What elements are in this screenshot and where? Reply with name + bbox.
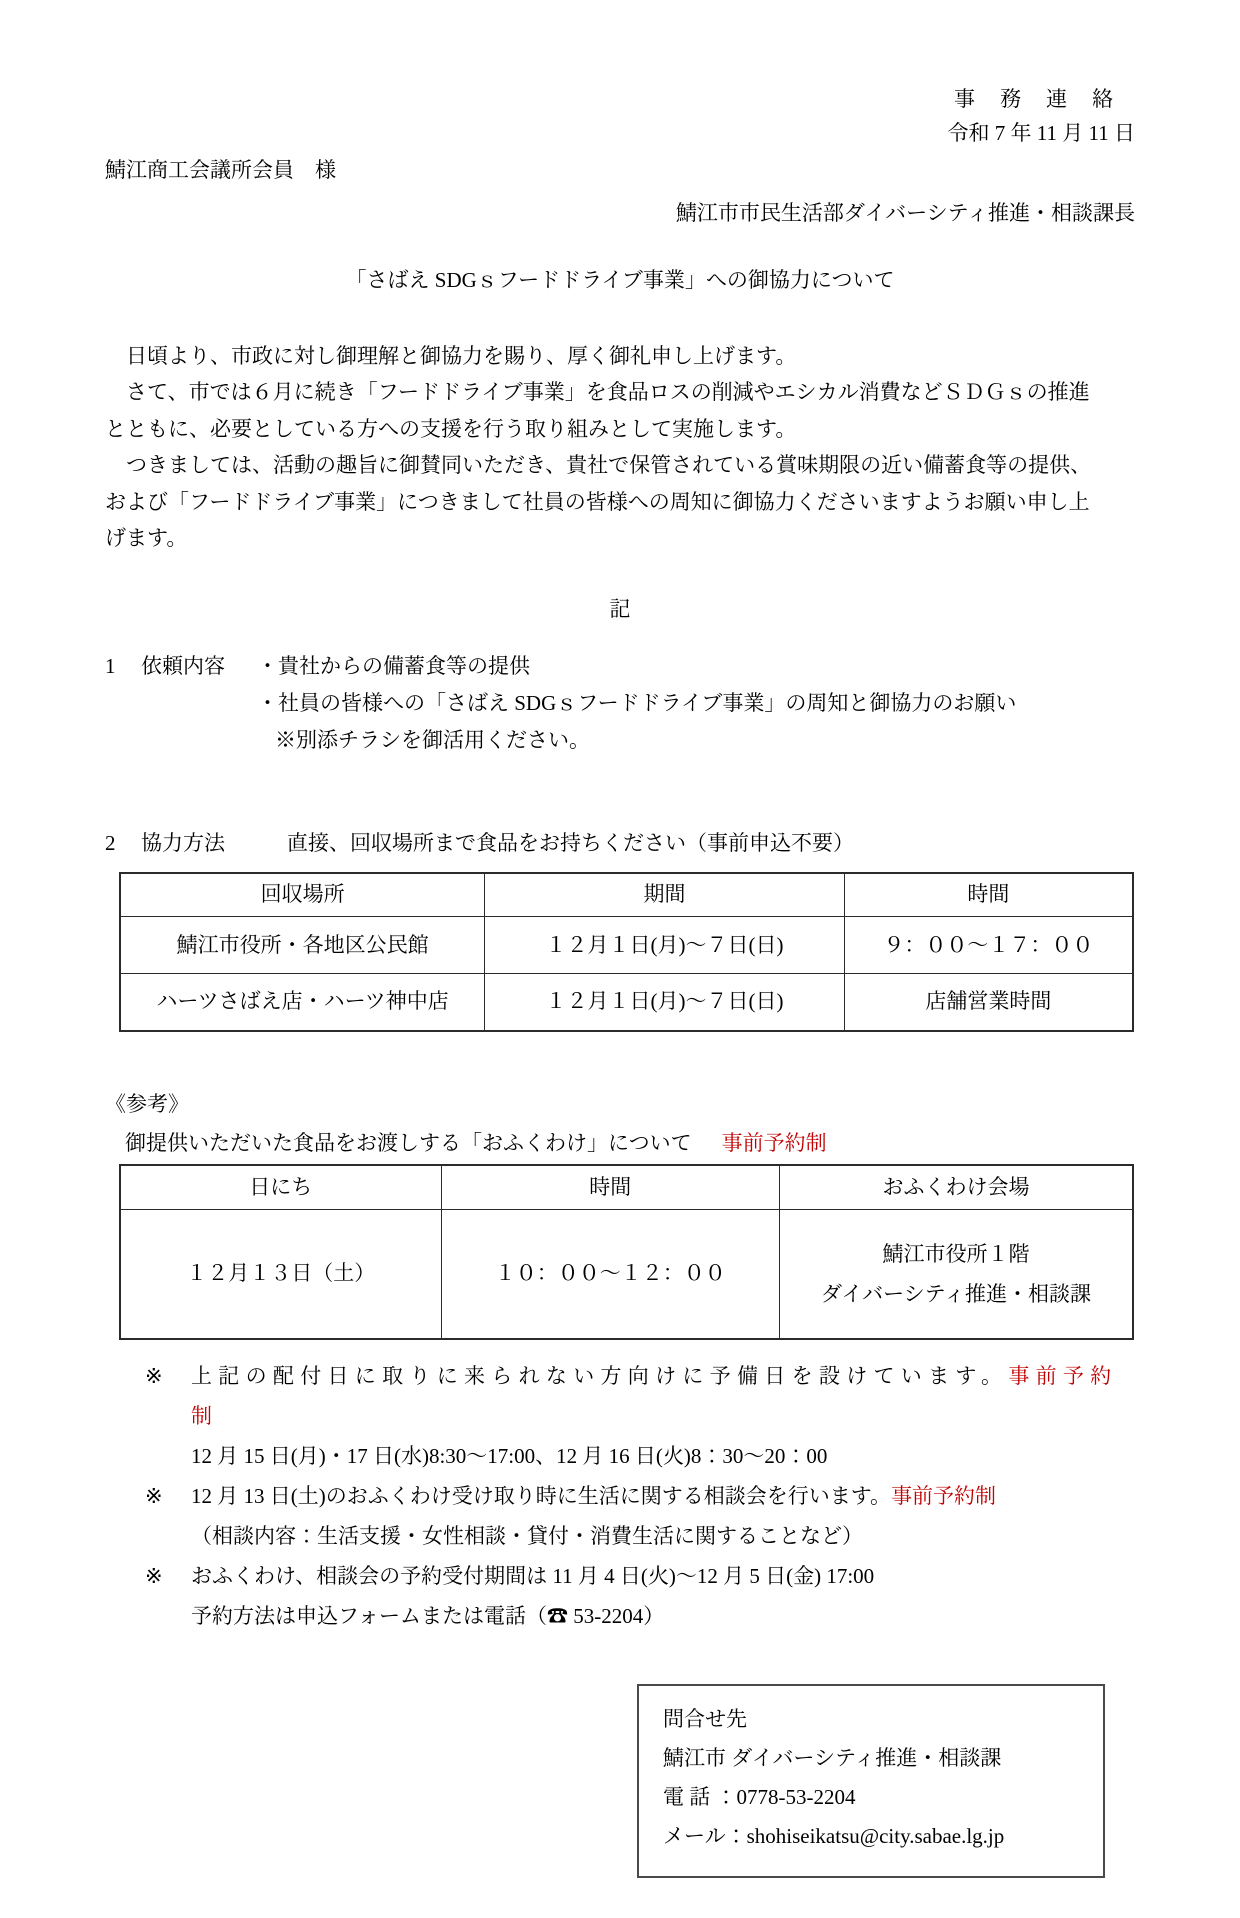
- body-line: げます。: [105, 526, 188, 551]
- sender-line: 鯖江市市民生活部ダイバーシティ推進・相談課長: [675, 201, 1135, 226]
- reference-heading: 《参考》: [105, 1091, 189, 1116]
- section-method-heading: [105, 825, 1135, 862]
- table-row: [120, 974, 1133, 1031]
- table-cell: １２月１日(月)～７日(日): [485, 917, 845, 974]
- doc-date: 令和 7 年 11 月 11 日: [947, 121, 1135, 145]
- note-subline: 予約方法は申込フォームまたは電話（☎ 53-2204）: [191, 1604, 665, 1629]
- table-cell: 鯖江市役所・各地区公民館: [120, 917, 485, 974]
- note-text: おふくわけ、相談会の予約受付期間は 11 月 4 日(火)～12 月 5 日(金) 17:00: [191, 1564, 875, 1589]
- contact-organization: 鯖江市 ダイバーシティ推進・相談課: [663, 1746, 1002, 1771]
- contact-phone: 電 話 ：0778-53-2204: [663, 1785, 856, 1810]
- section-request: [105, 648, 1135, 759]
- table-row: [120, 917, 1133, 974]
- table-header-cell: 日にち: [120, 1165, 441, 1209]
- table-header-cell: おふくわけ会場: [779, 1165, 1133, 1209]
- reference-lead: [125, 1131, 1135, 1156]
- note-subline: （相談内容：生活支援・女性相談・貸付・消費生活に関することなど）: [191, 1524, 863, 1549]
- table-header-row: [120, 873, 1133, 917]
- note-item: [145, 1476, 1135, 1516]
- table-cell: ハーツさばえ店・ハーツ神中店: [120, 974, 485, 1031]
- contact-email: メール：shohiseikatsu@city.sabae.lg.jp: [663, 1824, 1005, 1849]
- request-note: ※別添チラシを御活用ください。: [275, 727, 590, 752]
- table-header-cell: 期間: [485, 873, 845, 917]
- reservation-badge: 事前予約制: [891, 1484, 997, 1509]
- table-row: [120, 1209, 1133, 1339]
- table-cell-time: １０：００～１２：００: [441, 1209, 779, 1339]
- contact-box: [637, 1684, 1105, 1878]
- table-cell-venue: [779, 1209, 1133, 1339]
- section-label: 依頼内容: [141, 653, 225, 678]
- section-method: [105, 825, 1135, 1032]
- table-cell-date: １２月１３日（土）: [120, 1209, 441, 1339]
- document-header: [105, 82, 1135, 150]
- table-header-cell: 時間: [441, 1165, 779, 1209]
- table-header-row: [120, 1165, 1133, 1209]
- recipient-line: 鯖江商工会議所会員 様: [105, 158, 336, 182]
- note-text: 12 月 13 日(土)のおふくわけ受け取り時に生活に関する相談会を行います。事前予約制: [191, 1484, 997, 1509]
- contact-heading: 問合せ先: [663, 1707, 747, 1732]
- ki-marker: 記: [609, 596, 631, 621]
- body-line: 日頃より、市政に対し御理解と御協力を賜り、厚く御礼申し上げます。: [126, 343, 797, 368]
- body-line: および「フードドライブ事業」につきまして社員の皆様への周知に御協力くださいますようお願い申し上: [105, 489, 1090, 514]
- body-line: とともに、必要としている方への支援を行う取り組みとして実施します。: [105, 416, 797, 441]
- venue-line: ダイバーシティ推進・相談課: [820, 1281, 1091, 1306]
- ofukuwake-table: [119, 1164, 1134, 1340]
- body-text: [105, 338, 1135, 557]
- section-request-heading: [105, 648, 1135, 685]
- table-cell: ９：００～１７：００: [844, 917, 1133, 974]
- document-title: 「さばえ SDGｓフードドライブ事業」への御協力について: [345, 268, 895, 293]
- table-cell: 店舗営業時間: [844, 974, 1133, 1031]
- venue-line: 鯖江市役所１階: [882, 1241, 1030, 1266]
- body-line: つきましては、活動の趣旨に御賛同いただき、貴社で保管されている賞味期限の近い備蓄食等の提供、: [126, 453, 1092, 478]
- section-number: 1: [105, 653, 116, 678]
- body-line: さて、市では６月に続き「フードドライブ事業」を食品ロスの削減やエシカル消費などＳＤＧｓの推進: [126, 380, 1090, 405]
- reservation-badge: 事前予約制: [191, 1364, 1118, 1429]
- section-number: 2: [105, 830, 116, 855]
- table-header-cell: 時間: [844, 873, 1133, 917]
- reference-lead-text: 御提供いただいた食品をお渡しする「おふくわけ」について: [125, 1130, 692, 1155]
- request-item-2: ・社員の皆様への「さばえ SDGｓフードドライブ事業」の周知と御協力のお願い: [257, 690, 1017, 715]
- doc-type-label: 事 務 連 絡: [954, 87, 1115, 111]
- request-item-1: ・貴社からの備蓄食等の提供: [257, 653, 530, 678]
- section-label: 協力方法: [141, 830, 225, 855]
- reservation-badge: 事前予約制: [721, 1130, 827, 1155]
- note-item: [145, 1356, 1135, 1436]
- collection-table: [119, 872, 1134, 1032]
- method-instruction: 直接、回収場所まで食品をお持ちください（事前申込不要）: [287, 830, 854, 855]
- note-marker: ※: [145, 1484, 163, 1509]
- notes-list: [105, 1356, 1135, 1636]
- note-text: 上記の配付日に取りに来られない方向けに予備日を設けています。事前予約制: [191, 1364, 1118, 1429]
- table-cell: １２月１日(月)～７日(日): [485, 974, 845, 1031]
- note-subline: 12 月 15 日(月)・17 日(水)8:30～17:00、12 月 16 日(火)8：30～20：00: [191, 1444, 828, 1469]
- note-item: [145, 1556, 1135, 1596]
- table-header-cell: 回収場所: [120, 873, 485, 917]
- note-marker: ※: [145, 1364, 163, 1389]
- note-marker: ※: [145, 1564, 163, 1589]
